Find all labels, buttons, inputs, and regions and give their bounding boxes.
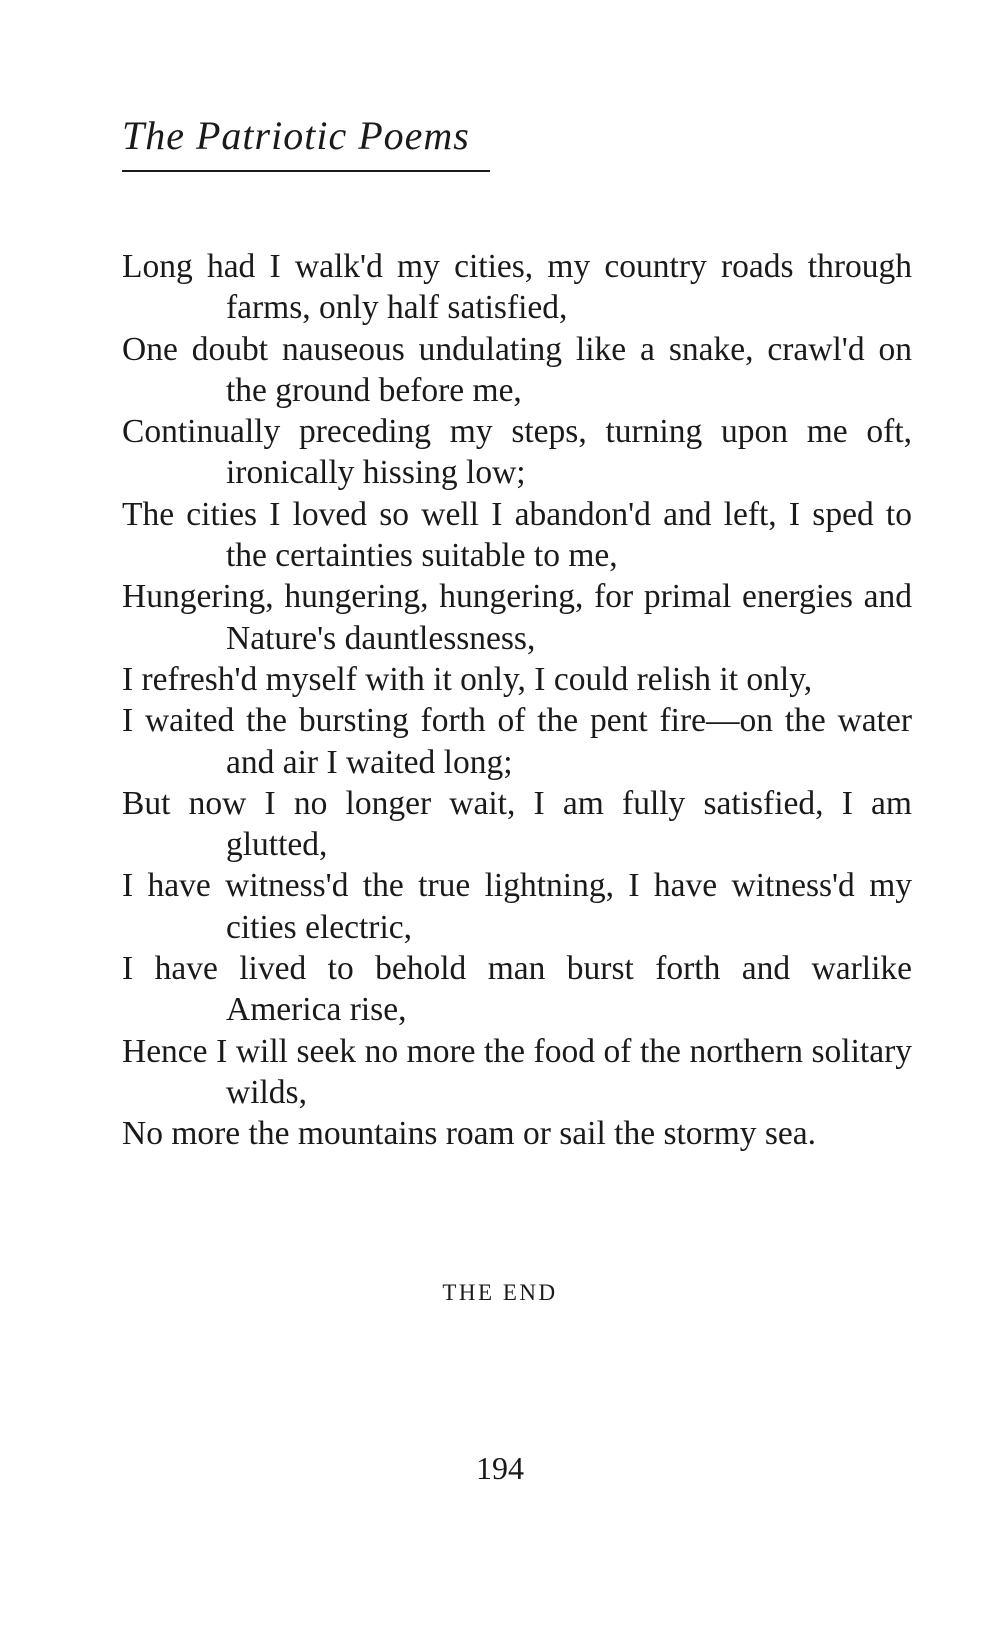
header-rule — [122, 170, 490, 172]
poem-line: But now I no longer wait, I am fully satisfied, I am glutted, — [122, 784, 912, 864]
poem-line: I have witness'd the true lightning, I have witness'd my cities electric, — [122, 867, 912, 946]
poem-line: One doubt nauseous undulating like a snake, crawl'd on the ground before me, — [122, 330, 912, 409]
poem-line: I refresh'd myself with it only, I could relish it only, — [122, 660, 813, 698]
page-number: 194 — [476, 1450, 524, 1486]
poem-line: Hungering, hungering, hungering, for primal energies and Nature's dauntlessness, — [122, 578, 912, 657]
poem-line: Continually preceding my steps, turning upon me oft, ironically hissing low; — [122, 413, 912, 492]
poem-line: No more the mountains roam or sail the stormy sea. — [122, 1115, 817, 1153]
running-title: The Patriotic Poems — [122, 113, 470, 158]
poem-body — [122, 246, 912, 1155]
poem-line: I waited the bursting forth of the pent fire—on the water and air I waited long; — [122, 702, 912, 781]
end-marker: THE END — [442, 1280, 558, 1305]
poem-line: I have lived to behold man burst forth and warlike America rise, — [122, 950, 912, 1029]
poem-line: The cities I loved so well I abandon'd and left, I sped to the certainties suitable to me, — [122, 495, 912, 575]
poem-line: Hence I will seek no more the food of the northern solitary wilds, — [122, 1032, 912, 1111]
poem-line: Long had I walk'd my cities, my country roads through farms, only half satisfied, — [122, 248, 912, 327]
